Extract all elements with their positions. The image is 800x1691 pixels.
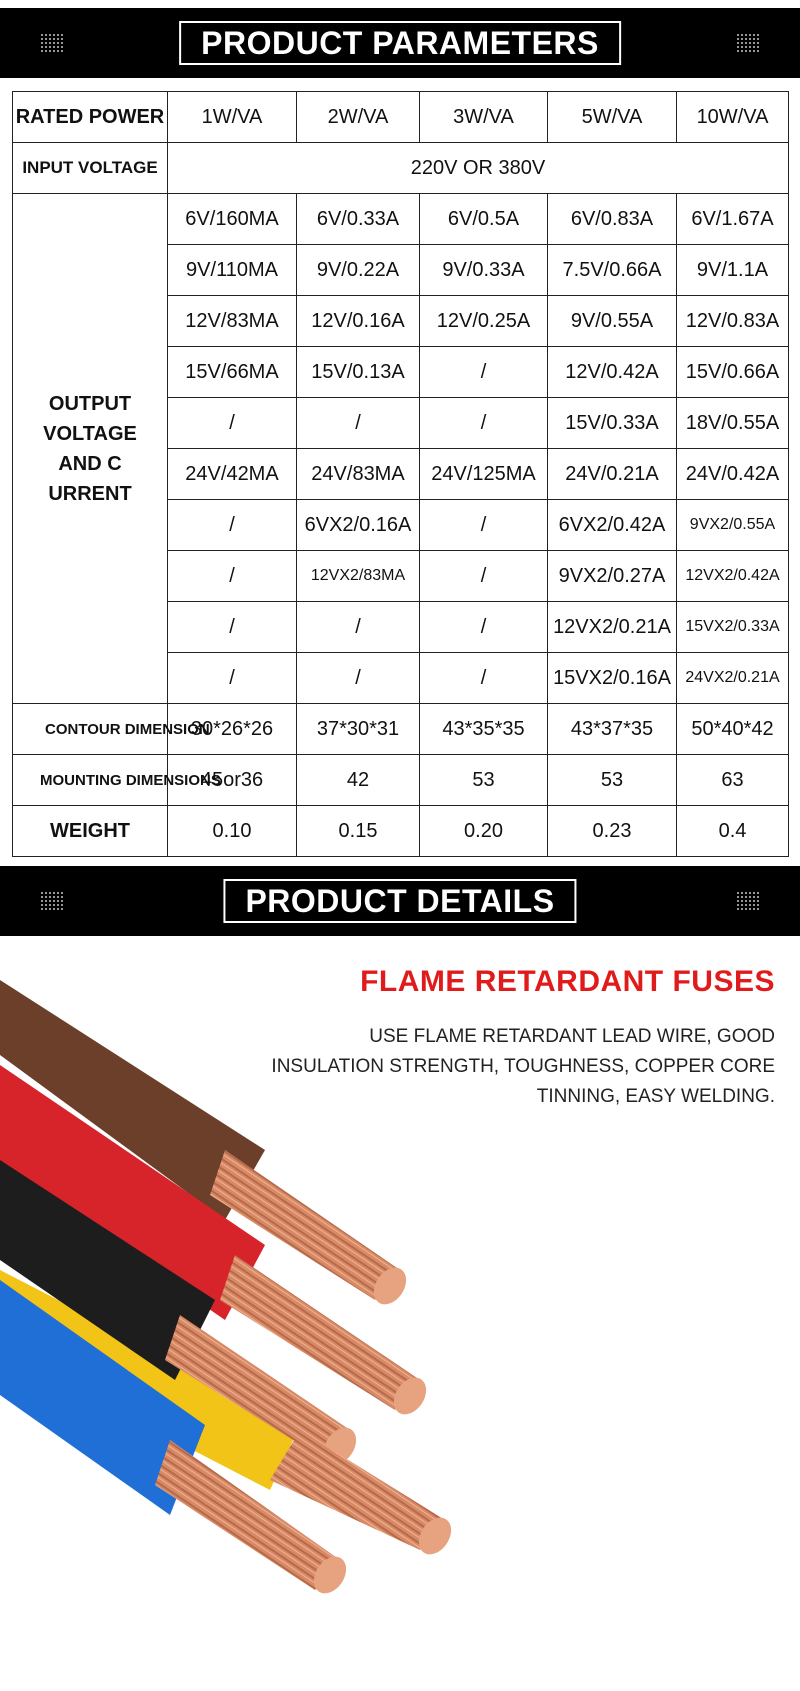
output-cell: 12V/0.83A <box>677 296 789 347</box>
output-cell: 6V/1.67A <box>677 194 789 245</box>
parameters-title: PRODUCT PARAMETERS <box>179 21 621 65</box>
rated-power-cell: 5W/VA <box>548 92 677 143</box>
parameters-header <box>0 8 800 78</box>
output-label <box>13 194 168 704</box>
output-cell: 6V/160MA <box>168 194 297 245</box>
rated-power-cell: 3W/VA <box>420 92 548 143</box>
output-cell: / <box>420 398 548 449</box>
output-label-text: OUTPUT VOLTAGE AND C URRENT <box>43 392 137 505</box>
weight-cell: 0.10 <box>168 806 297 857</box>
output-cell: 9V/1.1A <box>677 245 789 296</box>
mounting-cell: 63 <box>677 755 789 806</box>
output-cell: 18V/0.55A <box>677 398 789 449</box>
output-cell: / <box>168 653 297 704</box>
output-cell: / <box>420 551 548 602</box>
weight-cell: 0.15 <box>297 806 420 857</box>
output-cell: 6VX2/0.42A <box>548 500 677 551</box>
output-cell: 6VX2/0.16A <box>297 500 420 551</box>
output-cell: 15VX2/0.16A <box>548 653 677 704</box>
output-cell: 15VX2/0.33A <box>677 602 789 653</box>
dots-decoration-right <box>736 33 760 53</box>
output-cell: 15V/0.66A <box>677 347 789 398</box>
mounting-label-text: MOUNTING DIMENSIONS <box>40 771 221 789</box>
contour-cell: 43*37*35 <box>548 704 677 755</box>
output-cell: 24V/0.21A <box>548 449 677 500</box>
output-cell: / <box>420 653 548 704</box>
output-cell: / <box>420 500 548 551</box>
contour-row <box>13 704 789 755</box>
rated-power-cell: 2W/VA <box>297 92 420 143</box>
weight-cell: 0.20 <box>420 806 548 857</box>
output-cell: 12V/0.42A <box>548 347 677 398</box>
contour-label <box>13 704 210 755</box>
details-title: PRODUCT DETAILS <box>223 879 576 923</box>
output-cell: 15V/0.33A <box>548 398 677 449</box>
input-voltage-row <box>13 143 789 194</box>
rated-power-cell: 10W/VA <box>677 92 789 143</box>
contour-cell: 30*26*26 <box>168 704 297 755</box>
output-cell: / <box>168 500 297 551</box>
output-cell: / <box>168 551 297 602</box>
output-cell: 12VX2/0.21A <box>548 602 677 653</box>
weight-label: WEIGHT <box>13 806 168 857</box>
output-cell: 6V/0.33A <box>297 194 420 245</box>
output-cell: / <box>297 653 420 704</box>
output-cell: 9V/110MA <box>168 245 297 296</box>
contour-cell: 43*35*35 <box>420 704 548 755</box>
details-description: USE FLAME RETARDANT LEAD WIRE, GOOD INSULATION STRENGTH, TOUGHNESS, COPPER CORE TINNING, EASY WELDING. <box>271 1026 775 1107</box>
mounting-row <box>13 755 789 806</box>
weight-row <box>13 806 789 857</box>
output-cell: 6V/0.5A <box>420 194 548 245</box>
output-cell: 9V/0.55A <box>548 296 677 347</box>
output-cell: 24VX2/0.21A <box>677 653 789 704</box>
contour-cell: 37*30*31 <box>297 704 420 755</box>
output-cell: 12VX2/0.42A <box>677 551 789 602</box>
output-cell: 12V/0.16A <box>297 296 420 347</box>
output-cell: 7.5V/0.66A <box>548 245 677 296</box>
output-cell: 24V/83MA <box>297 449 420 500</box>
output-row <box>13 194 789 245</box>
input-voltage-label: INPUT VOLTAGE <box>13 143 168 194</box>
output-cell: 12V/0.25A <box>420 296 548 347</box>
output-cell: 9VX2/0.55A <box>677 500 789 551</box>
mounting-cell: 53 <box>420 755 548 806</box>
output-cell: 12VX2/83MA <box>297 551 420 602</box>
output-cell: / <box>420 347 548 398</box>
output-cell: 24V/125MA <box>420 449 548 500</box>
details-heading: FLAME RETARDANT FUSES <box>360 965 775 998</box>
details-header <box>0 866 800 936</box>
contour-label-text: CONTOUR DIMENSION <box>45 720 210 738</box>
output-cell: 15V/0.13A <box>297 347 420 398</box>
output-cell: 6V/0.83A <box>548 194 677 245</box>
rated-power-row <box>13 92 789 143</box>
contour-cell: 50*40*42 <box>677 704 789 755</box>
dots-decoration-right <box>736 891 760 911</box>
output-cell: / <box>297 398 420 449</box>
weight-cell: 0.23 <box>548 806 677 857</box>
input-voltage-value: 220V OR 380V <box>168 143 789 194</box>
output-cell: 24V/0.42A <box>677 449 789 500</box>
output-cell: / <box>168 602 297 653</box>
output-cell: / <box>420 602 548 653</box>
rated-power-cell: 1W/VA <box>168 92 297 143</box>
output-cell: 24V/42MA <box>168 449 297 500</box>
rated-power-label: RATED POWER <box>13 92 168 143</box>
dots-decoration-left <box>40 891 64 911</box>
output-cell: / <box>297 602 420 653</box>
output-cell: 9V/0.22A <box>297 245 420 296</box>
mounting-cell: 45or36 <box>168 755 297 806</box>
dots-decoration-left <box>40 33 64 53</box>
output-cell: 9V/0.33A <box>420 245 548 296</box>
output-cell: 9VX2/0.27A <box>548 551 677 602</box>
output-cell: / <box>168 398 297 449</box>
mounting-label <box>13 755 221 806</box>
output-cell: 12V/83MA <box>168 296 297 347</box>
mounting-cell: 42 <box>297 755 420 806</box>
parameters-table <box>12 91 789 857</box>
weight-cell: 0.4 <box>677 806 789 857</box>
mounting-cell: 53 <box>548 755 677 806</box>
output-cell: 15V/66MA <box>168 347 297 398</box>
